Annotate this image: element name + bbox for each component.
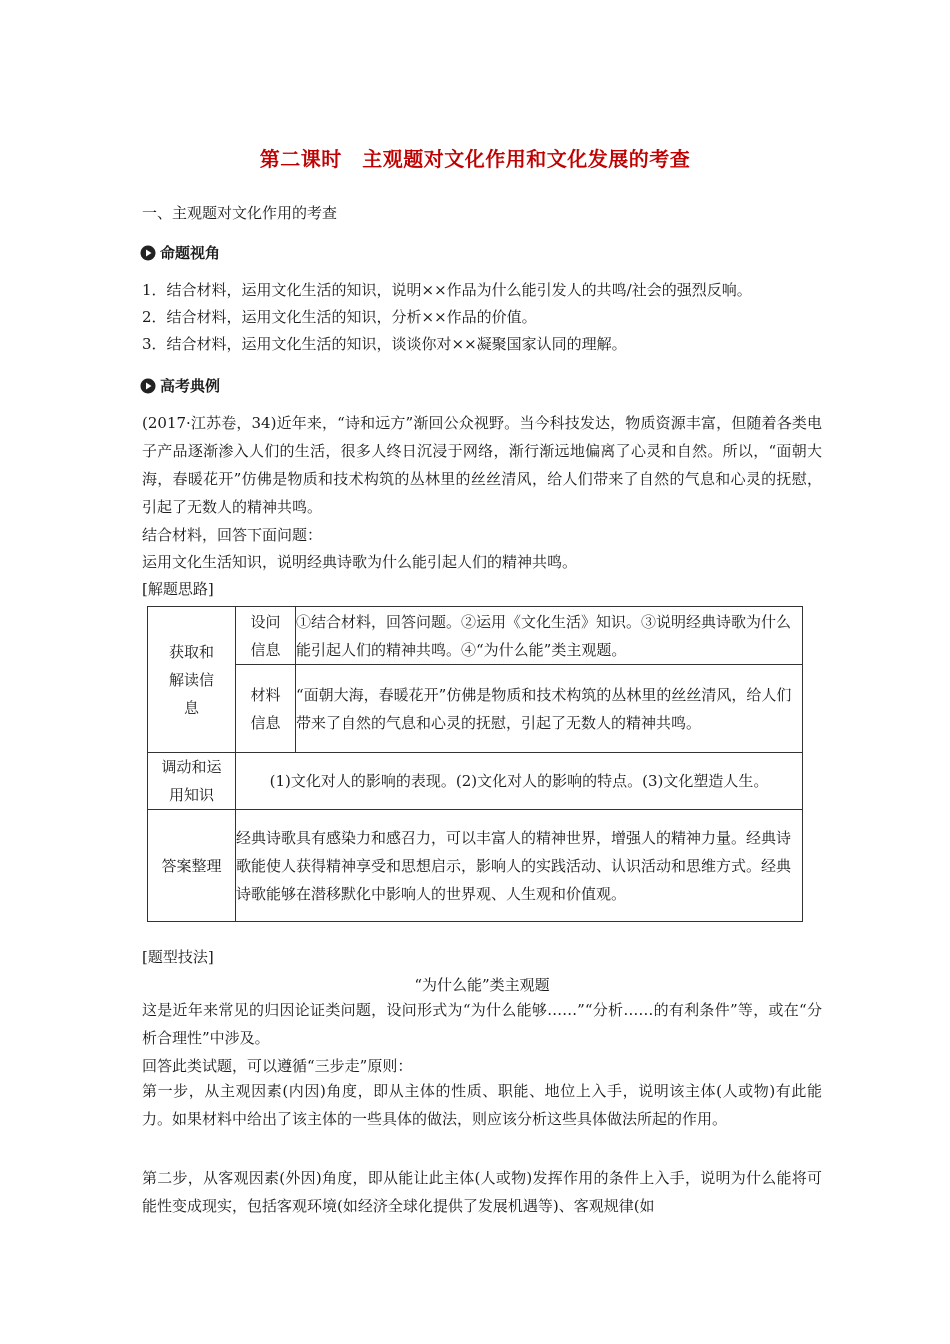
method-paragraph: 回答此类试题，可以遵循“三步走”原则： — [142, 1057, 413, 1075]
method-paragraph: 第一步，从主观因素(内因)角度，即从主体的性质、职能、地位上入手，说明该主体(人或物)有此能力。如果材料中给出了该主体的一些具体的做法，则应该分析这些具体做法所起的作用。 — [142, 1082, 822, 1128]
table-sub-label: 设问信息 — [236, 607, 296, 665]
example-question: 运用文化生活知识，说明经典诗歌为什么能引起人们的精神共鸣。 — [142, 553, 578, 571]
table-row-label: 调动和运用知识 — [148, 753, 236, 810]
solution-table — [147, 606, 803, 922]
angle-heading — [140, 242, 220, 263]
example-heading — [140, 375, 220, 396]
table-cell: 经典诗歌具有感染力和感召力，可以丰富人的精神世界，增强人的精神力量。经典诗歌能使人获得精神享受和思想启示，影响人的实践活动、认识活动和思维方式。经典诗歌能够在潜移默化中影响人的世界观、人生观和价值观。 — [236, 810, 803, 922]
table-row-label: 获取和解读信息 — [148, 607, 236, 753]
example-material: (2017·江苏卷，34)近年来，“诗和远方”渐回公众视野。当今科技发达，物质资源丰富，但随着各类电子产品逐渐渗入人们的生活，很多人终日沉浸于网络，渐行渐远地偏离了心灵和自然。所以，“面朝大海，春暖花开”仿佛是物质和技术构筑的丛林里的丝丝清风，给人们带来了自然的气息和心灵的抚慰，引起了无数人的精神共鸣。 — [142, 414, 822, 516]
method-title: “为什么能”类主观题 — [414, 976, 550, 994]
example-heading-label: 高考典例 — [160, 377, 221, 395]
play-circle-icon — [140, 378, 156, 394]
angle-heading-label: 命题视角 — [160, 244, 221, 262]
table-cell: ①结合材料，回答问题。②运用《文化生活》知识。③说明经典诗歌为什么能引起人们的精神共鸣。④“为什么能”类主观题。 — [296, 607, 803, 665]
play-circle-icon — [140, 245, 156, 261]
table-sub-label: 材料信息 — [236, 665, 296, 753]
method-label: [题型技法] — [142, 948, 214, 966]
table-row-label: 答案整理 — [148, 810, 236, 922]
section-heading: 一、主观题对文化作用的考查 — [142, 204, 338, 222]
page-title: 第二课时 主观题对文化作用和文化发展的考查 — [259, 147, 691, 171]
table-cell: “面朝大海，春暖花开”仿佛是物质和技术构筑的丛林里的丝丝清风，给人们带来了自然的气息和心灵的抚慰，引起了无数人的精神共鸣。 — [296, 665, 803, 753]
example-prompt: 结合材料，回答下面问题： — [142, 526, 323, 544]
angle-item: 2．结合材料，运用文化生活的知识，分析××作品的价值。 — [142, 308, 537, 326]
solution-label: [解题思路] — [142, 580, 214, 598]
method-paragraph: 第二步，从客观因素(外因)角度，即从能让此主体(人或物)发挥作用的条件上入手，说明为什么能将可能性变成现实，包括客观环境(如经济全球化提供了发展机遇等)、客观规律(如 — [142, 1169, 822, 1215]
method-paragraph: 这是近年来常见的归因论证类问题，设问形式为“为什么能够……”“分析……的有利条件”等，或在“分析合理性”中涉及。 — [142, 1001, 822, 1047]
angle-item: 3．结合材料，运用文化生活的知识，谈谈你对××凝聚国家认同的理解。 — [142, 335, 627, 353]
angle-item: 1．结合材料，运用文化生活的知识，说明××作品为什么能引发人的共鸣/社会的强烈反响。 — [142, 281, 752, 299]
table-cell: (1)文化对人的影响的表现。(2)文化对人的影响的特点。(3)文化塑造人生。 — [236, 753, 803, 810]
